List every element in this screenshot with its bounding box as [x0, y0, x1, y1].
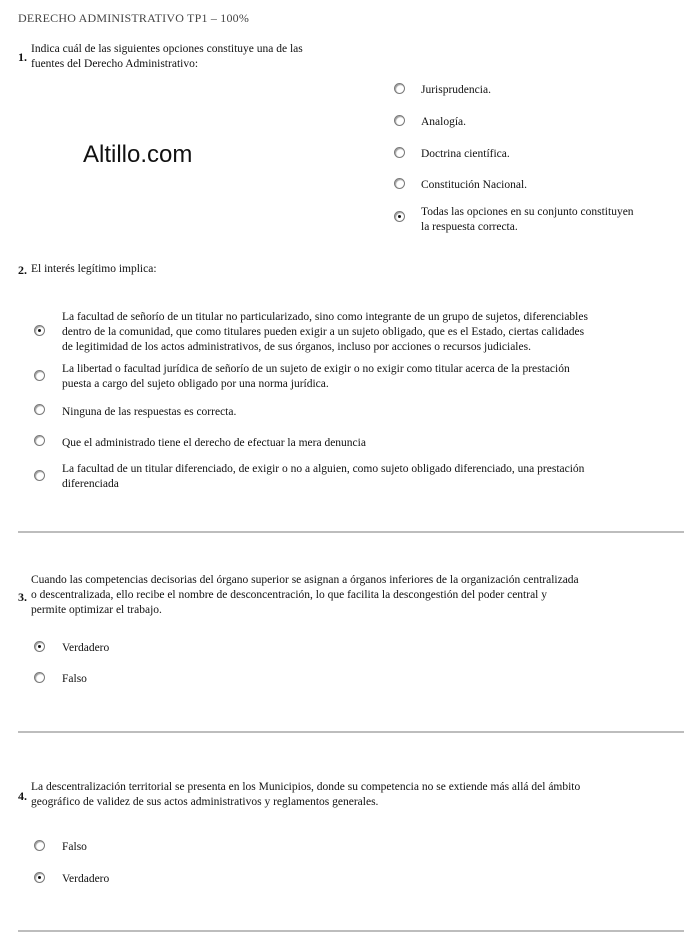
- option-label[interactable]: Doctrina científica.: [421, 148, 510, 160]
- option-radio[interactable]: [394, 115, 405, 126]
- option-radio[interactable]: [34, 404, 45, 415]
- option-radio[interactable]: [34, 370, 45, 381]
- question-text: Cuando las competencias decisorias del órgano superior se asignan a órganos inferiores de la organización centralizada o descentralizada, ello recibe el nombre de desconcentración, lo que facilita la descongestión del poder central y permite optimizar el trabajo.: [31, 574, 579, 616]
- option-label[interactable]: La facultad de señorío de un titular no particularizado, sino como integrante de un grupo de sujetos, diferenciables dentro de la comunidad, que como titulares pueden exigir a un sujeto obligado, que es el Estado, ciertas calidades de legitimidad de los actos administrativos, de sus órganos, incluso por acciones o recursos judiciales.: [62, 311, 588, 353]
- option-label[interactable]: La libertad o facultad jurídica de señorío de un sujeto de exigir o no exigir como titular acerca de la prestación puesta a cargo del sujeto obligado por una norma jurídica.: [62, 363, 570, 390]
- option-label[interactable]: Que el administrado tiene el derecho de efectuar la mera denuncia: [62, 437, 366, 449]
- question-number: 4.: [18, 789, 27, 803]
- option-label[interactable]: La facultad de un titular diferenciado, de exigir o no a alguien, como sujeto obligado diferenciado, una prestación diferenciada: [62, 463, 585, 490]
- option-radio[interactable]: [34, 840, 45, 851]
- option-radio[interactable]: [394, 178, 405, 189]
- option-radio[interactable]: [394, 83, 405, 94]
- option-label[interactable]: Verdadero: [62, 873, 110, 885]
- question-text: La descentralización territorial se presenta en los Municipios, donde su competencia no se extiende más allá del ámbito geográfico de validez de sus actos administrativos y reglamentos generales.: [31, 781, 581, 808]
- option-radio[interactable]: [394, 147, 405, 158]
- option-radio[interactable]: [34, 435, 45, 446]
- option-radio-selected[interactable]: [34, 641, 45, 652]
- question-text: El interés legítimo implica:: [31, 263, 157, 275]
- option-radio-selected[interactable]: [34, 325, 45, 336]
- question-number: 1.: [18, 50, 27, 64]
- question-text: Indica cuál de las siguientes opciones constituye una de las fuentes del Derecho Administrativo:: [31, 43, 303, 70]
- question-number: 3.: [18, 590, 27, 604]
- divider: [18, 531, 684, 533]
- option-label[interactable]: Ninguna de las respuestas es correcta.: [62, 406, 237, 418]
- question-number: 2.: [18, 263, 27, 277]
- option-label[interactable]: Constitución Nacional.: [421, 179, 528, 191]
- divider: [18, 731, 684, 733]
- option-label[interactable]: Analogía.: [421, 116, 467, 128]
- option-label[interactable]: Falso: [62, 673, 87, 685]
- watermark-text: Altillo.com: [83, 141, 193, 168]
- option-radio[interactable]: [34, 672, 45, 683]
- option-label[interactable]: Todas las opciones en su conjunto constituyen la respuesta correcta.: [421, 206, 634, 233]
- option-radio-selected[interactable]: [394, 211, 405, 222]
- option-radio-selected[interactable]: [34, 872, 45, 883]
- divider: [18, 930, 684, 932]
- option-label[interactable]: Verdadero: [62, 642, 110, 654]
- option-label[interactable]: Jurisprudencia.: [421, 84, 491, 96]
- page-title: DERECHO ADMINISTRATIVO TP1 – 100%: [18, 11, 250, 25]
- option-radio[interactable]: [34, 470, 45, 481]
- option-label[interactable]: Falso: [62, 841, 87, 853]
